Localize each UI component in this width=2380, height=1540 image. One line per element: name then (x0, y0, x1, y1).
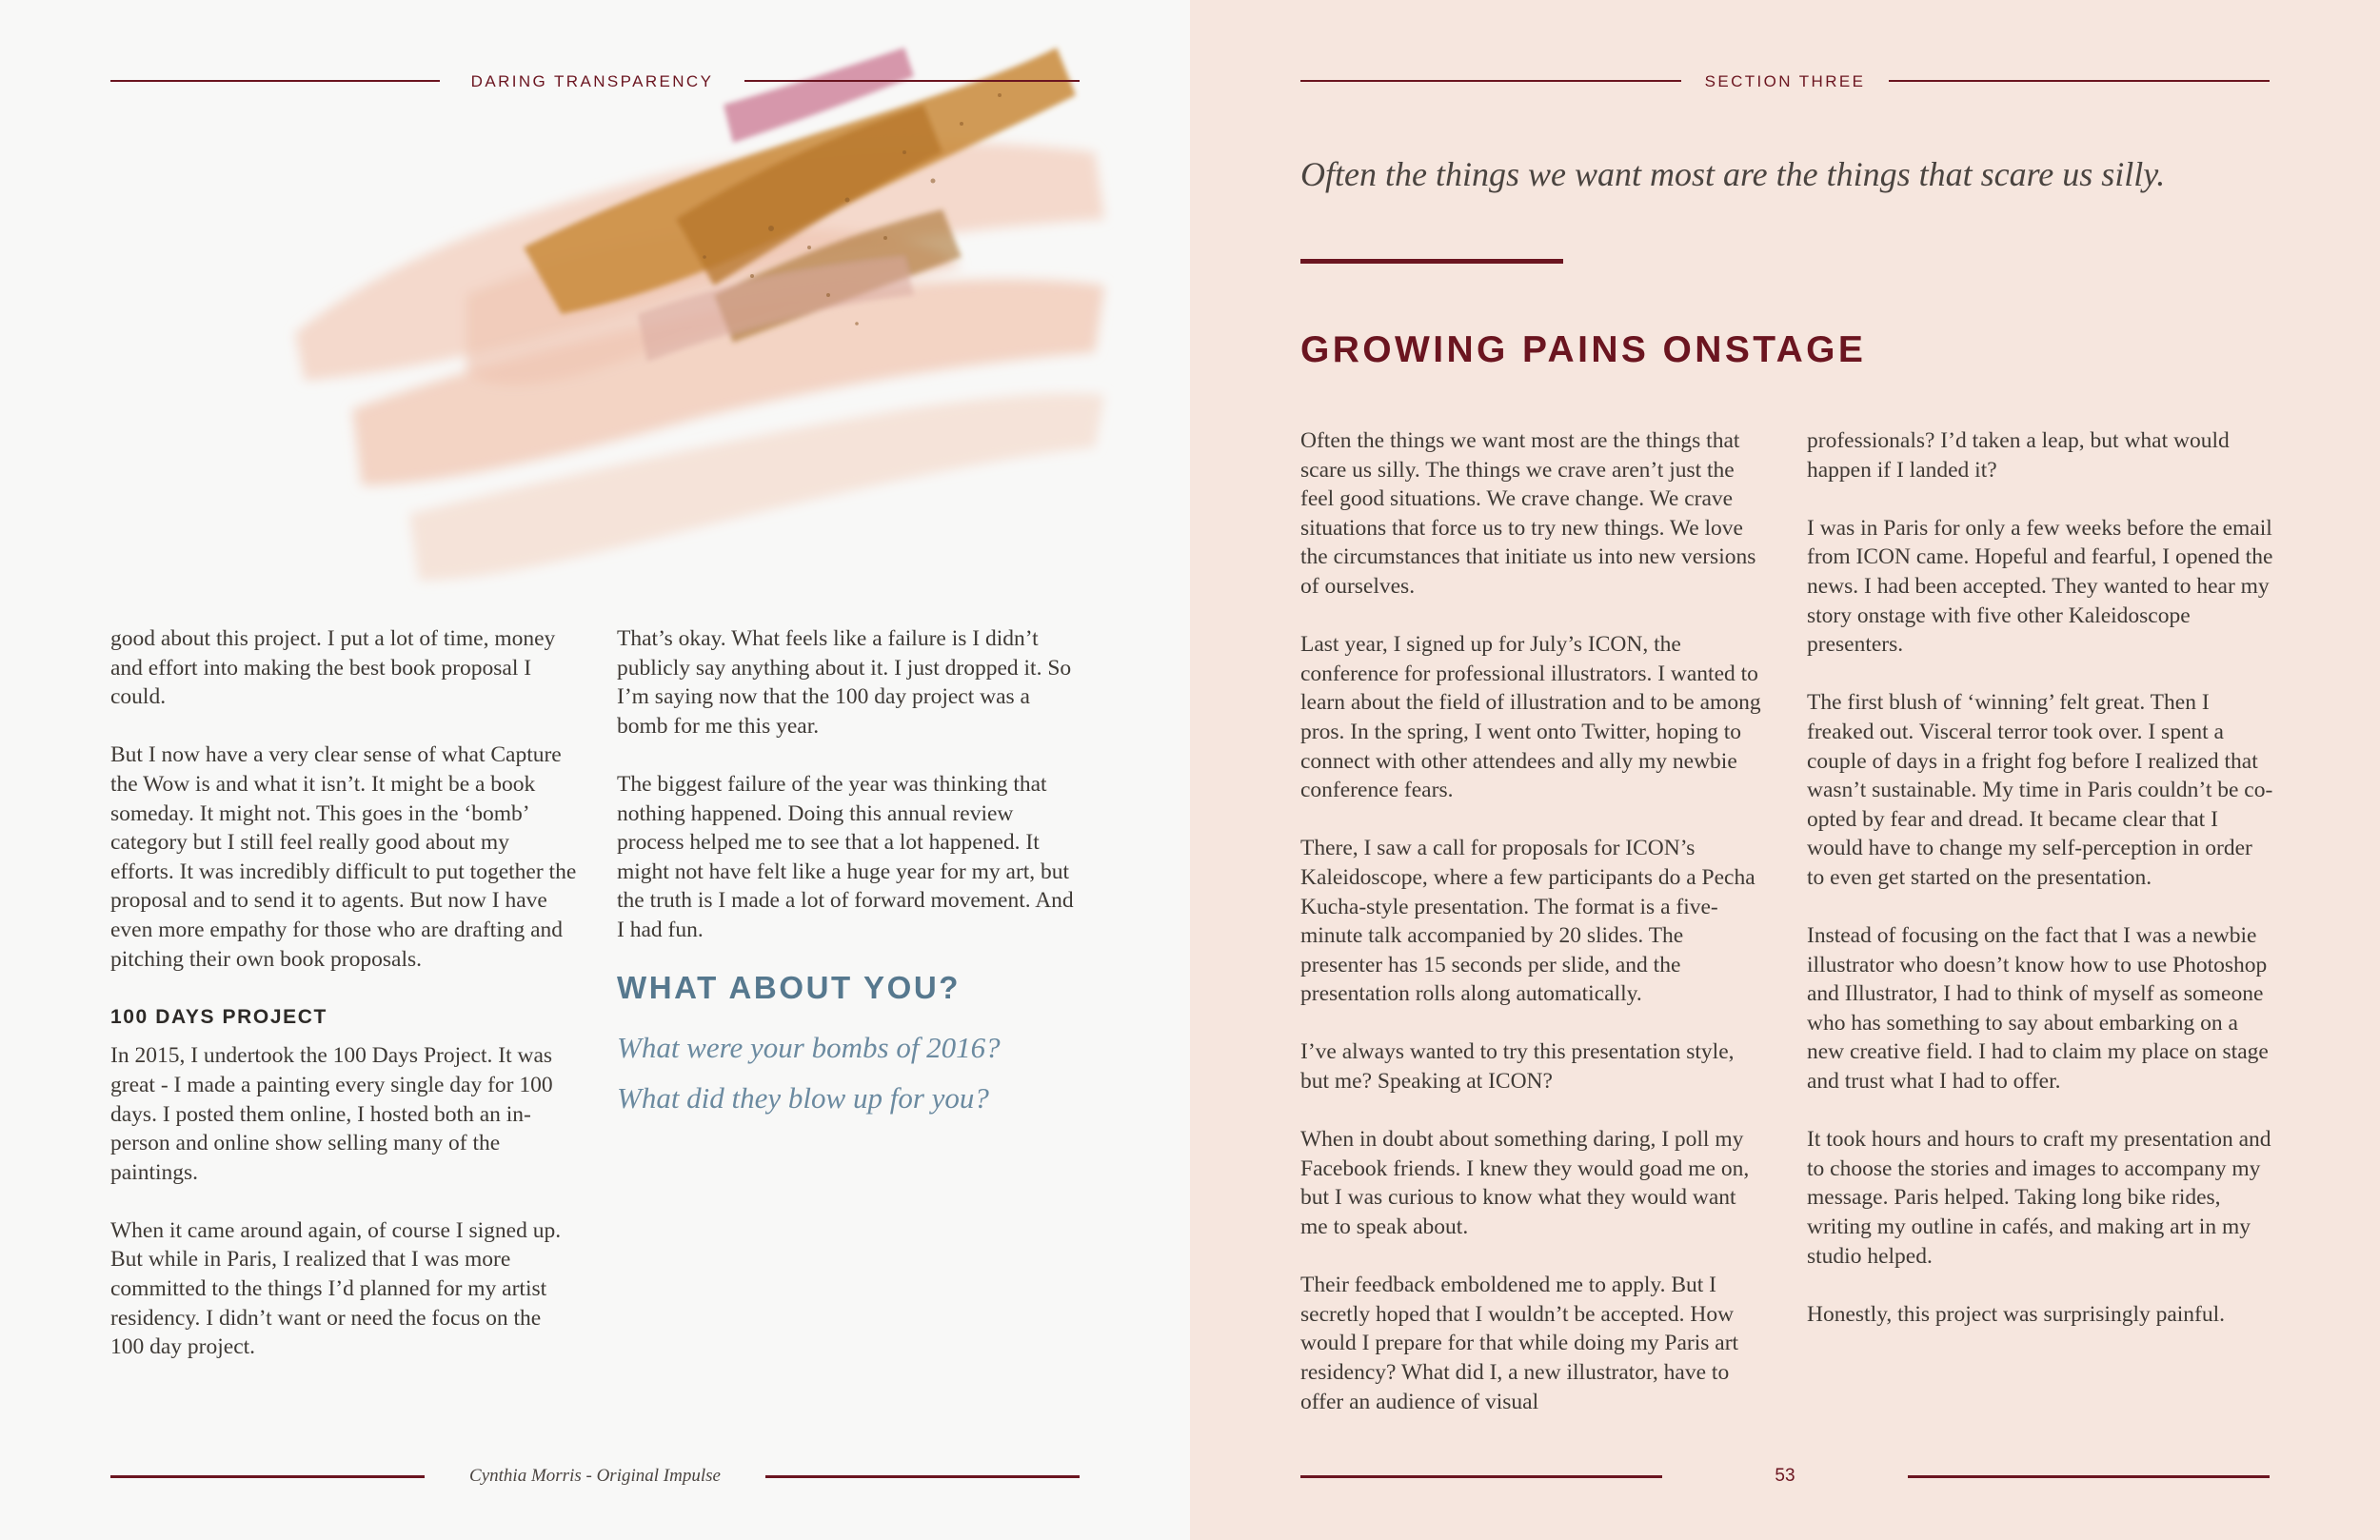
paragraph: That’s okay. What feels like a failure is I didn’t publicly say anything about it. I just dropped it. So I’m saying now that the 100 day project was a bomb for me this year. (617, 626, 1072, 739)
paragraph: Last year, I signed up for July’s ICON, the conference for professional illustrators. I wanted to learn about the field of illustration and to be among pros. In the spring, I went onto Twitter, hoping to connect with other attendees and ally my newbie conference fears. (1300, 632, 1761, 803)
paragraph: The biggest failure of the year was thinking that nothing happened. Doing this annual review process helped me to see that a lot happened. It might not have felt like a huge year for my art, but the truth is I made a lot of forward movement. And I had fun. (617, 771, 1074, 942)
running-head-right: SECTION THREE (1704, 72, 1866, 90)
paragraph: In 2015, I undertook the 100 Days Project. It was great - I made a painting every single day for 100 days. I posted them online, I hosted both an in-person and online show selling many of the paintings. (110, 1043, 553, 1185)
right-column-1 (1300, 426, 1767, 1416)
footer-author: Cynthia Morris - Original Impulse (469, 1466, 721, 1486)
paragraph: It took hours and hours to craft my presentation and to choose the stories and images to accompany my message. Paris helped. Taking long bike rides, writing my outline in cafés, and making art in my studio helped. (1807, 1127, 2271, 1269)
section-title: GROWING PAINS ONSTAGE (1300, 329, 1867, 370)
paragraph: But I now have a very clear sense of what Capture the Wow is and what it isn’t. It might be a book someday. It might not. This goes in the ‘bomb’ category but I still feel really good about my efforts. It was incredibly difficult to put together the proposal and to send it to agents. But now I have even more empathy for those who are drafting and pitching their own book proposals. (110, 742, 577, 972)
paragraph: When in doubt about something daring, I poll my Facebook friends. I knew they would goad me on, but I was curious to know what they would want me to speak about. (1300, 1127, 1750, 1240)
pull-quote-rule (1300, 259, 1563, 264)
paragraph: Honestly, this project was surprisingly painful. (1807, 1301, 2226, 1327)
left-column-1 (110, 624, 577, 1362)
paragraph: good about this project. I put a lot of time, money and effort into making the best book proposal I could. (110, 626, 556, 710)
paragraph: Their feedback emboldened me to apply. But I secretly hoped that I wouldn’t be accepted. How would I prepare for that while doing my Paris art residency? What did I, a new illustrator, have to offer an audience of visual (1300, 1273, 1739, 1414)
footer-rule-right (765, 1475, 1080, 1478)
footer-rule-left (110, 1475, 425, 1478)
what-about-you-heading: WHAT ABOUT YOU? (617, 970, 962, 1006)
paragraph: Instead of focusing on the fact that I was a newbie illustrator who doesn’t know how to use Photoshop and Illustrator, I had to think of myself as someone who has something to say about embarking on a new creative field. I had to claim my place on stage and trust what I had to offer. (1807, 923, 2269, 1095)
question-2: What did they blow up for you? (617, 1080, 989, 1115)
question-1: What were your bombs of 2016? (617, 1030, 1001, 1064)
paragraph: I was in Paris for only a few weeks before the email from ICON came. Hopeful and fearful, I opened the news. I had been accepted. They wanted to hear my story onstage with five other Kaleidoscope presenters. (1807, 515, 2273, 658)
header-rule-left (110, 80, 440, 82)
footer-rule-left (1300, 1475, 1662, 1478)
footer-rule-right (1908, 1475, 2270, 1478)
right-column-2 (1807, 426, 2273, 1329)
paint-brushstroke-icon (276, 10, 1114, 638)
paragraph: The first blush of ‘winning’ felt great. Then I freaked out. Visceral terror took over. I spent a couple of days in a fright fog before I realized that wasn’t sustainable. My time in Paris couldn’t be co-opted by fear and dread. It became clear that I would have to change my self-perception in order to even get started on the presentation. (1807, 690, 2273, 890)
paragraph: When it came around again, of course I signed up. But while in Paris, I realized that I was more committed to the things I’d planned for my artist residency. I didn’t want or need the focus on the 100 day project. (110, 1217, 562, 1360)
paragraph: Often the things we want most are the things that scare us silly. The things we crave aren’t just the feel good situations. We crave change. We crave situations that force us to try new things. We love the circumstances that initiate us into new versions of ourselves. (1300, 428, 1756, 599)
header-rule-right (744, 80, 1080, 82)
subheading-100-days: 100 DAYS PROJECT (110, 1005, 327, 1028)
page-number: 53 (1775, 1466, 1795, 1486)
paragraph: I’ve always wanted to try this presentation style, but me? Speaking at ICON? (1300, 1039, 1735, 1095)
left-column-2 (617, 624, 1083, 1123)
header-rule-left (1300, 80, 1681, 82)
pull-quote: Often the things we want most are the things that scare us silly. (1300, 155, 2166, 193)
header-rule-right (1889, 80, 2270, 82)
paragraph: professionals? I’d taken a leap, but what would happen if I landed it? (1807, 428, 2230, 483)
running-head-left: DARING TRANSPARENCY (470, 72, 714, 90)
paragraph: There, I saw a call for proposals for ICON’s Kaleidoscope, where a few participants do a Pecha Kucha-style presentation. The format is a five-minute talk accompanied by 20 slides. The presenter has 15 seconds per slide, and the presentation rolls along automatically. (1300, 836, 1755, 1007)
